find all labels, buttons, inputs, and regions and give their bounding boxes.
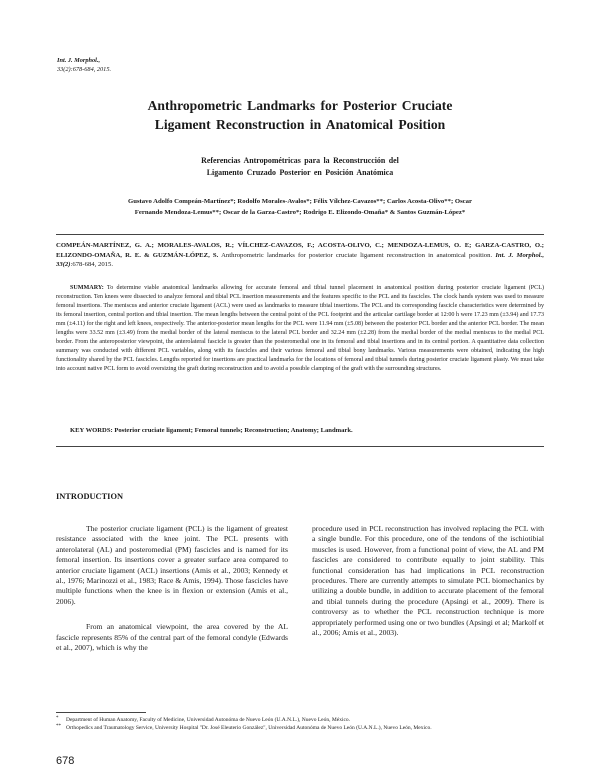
footnote-mark: * [56, 716, 59, 721]
summary-text: To determine viable anatomical landmarks allowing for accurate femoral and tibial tunnel placement in anatomical position during posterior cruciate ligament (PCL) reconstruction. Ten knees were dissected to analyze femoral and tibial PCL insertion measurements and the features specific to the PCL and its fascicles. The clock hands system was used to measure femoral insertions. The meniscus and anterior cruciate ligament (ACL) were used as landmarks to measure tibial insertions. The PCL and its corresponding fascicle characteristics were determined by its femoral insertion, central portion and tibial insertion. The mean lengths between the central point of the PCL footprint and the articular cartilage border at 12:00 h were 17.23 mm (±3.94) and 17.73 mm (±4.11) for the right and left knees, respectively. The anterior-posterior mean lengths for the PCL were 11.94 mm (±5.08) between the posterior PCL border and the anterior PCL border. The mean lengths were 33.52 mm (±3.49) from the medial border of the lateral meniscus to the lateral PCL border and 32.24 mm (±2.28) from the medial border of the medial meniscus to the medial PCL border. From the anteroposterior viewpoint, the anterolateral fascicle is greater than the posteromedial one in its femoral and tibial insertions and in its central portion. A quantitative data collection summary was conducted with different PCL variables, along with its fascicles and their various femoral and tibial bony landmarks. Various measurements were obtained, indicating the high functionality shared by the PCL fascicles. Lengths reported for insertions are practical landmarks for the locations of femoral and tibial tunnels during posterior cruciate ligament plasty. We must take into account native PCL form to avoid oversizing the graft during reconstruction and to avoid a possible clamping of the graft with the surrounding structures. [56, 285, 544, 372]
keywords: KEY WORDS: Posterior cruciate ligament; Femoral tunnels; Reconstruction; Anatomy; Landmark. [70, 427, 353, 434]
journal-volume: 33(2) [57, 66, 71, 73]
citation-authors: COMPEÁN-MARTÍNEZ, G. A.; MORALES-AVALOS, R.; VÍLCHEZ-CAVAZOS, F.; ACOSTA-OLIVO, C.; MENDOZA-LEMUS, O. E; GARZA-CASTRO, O.; ELIZONDO-OMAÑA, R. E. & GUZMÁN-LÓPEZ, S. [56, 242, 544, 259]
article-title [60, 96, 540, 134]
footnote [56, 716, 544, 724]
journal-pages: :678-684, 2015. [70, 66, 112, 73]
footnote-text: Department of Human Anatomy, Faculty of Medicine, Universidad Autonóma de Nuevo León (U.A.N.L.), Nuevo León, México. [66, 717, 351, 723]
paragraph: The posterior cruciate ligament (PCL) is the ligament of greatest resistance associated with the knee joint. The PCL presents with anterolateral (AL) and posteromedial (PM) fascicles and is named for its femoral insertion. Its insertions cover a greater surface area compared to anterior cruciate ligament (ACL) insertions (Amis et al., 2003; Kennedy et al., 1976; Marinozzi et al., 1983; Race & Amis, 1994). Those fascicles have multiple functions when the knee is in flexion or extension (Amis et al., 2006). [56, 524, 288, 606]
divider-top [56, 234, 544, 235]
journal-reference [57, 56, 111, 74]
citation-pages: :678-684, 2015. [70, 261, 114, 268]
paragraph: From an anatomical viewpoint, the area covered by the AL fascicle represents 85% of the central part of the femoral condyle (Edwards et al., 2007), which is why the [56, 622, 288, 653]
citation-journal: Int. J. Morphol., 33(2) [56, 251, 544, 268]
author-line: Fernando Mendoza-Lemus**; Oscar de la Garza-Castro*; Rodrigo E. Elizondo-Omaña* & Santos Guzmán-López* [134, 209, 466, 216]
page-number: 678 [56, 755, 75, 767]
left-column [56, 524, 288, 653]
journal-name: Int. J. Morphol., [57, 57, 101, 64]
paragraph: procedure used in PCL reconstruction has involved replacing the PCL with a single bundle. For this procedure, one of the tendons of the ischiotibial muscles is used. However, from a functional point of view, the AL and PM fascicles are considered to contribute equally to joint stability. This functional consideration has had implications in PCL reconstruction procedures. There are currently attempts to simulate PCL biomechanics by utilizing a double bundle, in addition to accurate placement of the femoral and tibial tunnels during the procedure (Apsingi et al., 2009). There is controversy as to whether the PCL reconstruction technique is more appropriately performed using one or two bundles (Apsingi et al; Markolf et al., 2006; Amis et al., 2003). [312, 524, 544, 638]
footnote-mark: ** [56, 724, 61, 729]
section-heading: INTRODUCTION [56, 492, 124, 501]
citation-title: Anthropometric landmarks for posterior cruciate ligament reconstruction in anatomical position. [218, 251, 496, 259]
subtitle-line: Ligamento Cruzado Posterior en Posición Anatómica [206, 168, 394, 177]
abstract [56, 284, 544, 374]
footnote [56, 724, 544, 732]
subtitle-line: Referencias Antropométricas para la Reconstrucción del [201, 156, 399, 165]
right-column [312, 524, 544, 638]
divider-bottom [56, 446, 544, 447]
article-subtitle [60, 155, 540, 179]
footnote-text: Orthopedics and Traumatology Service, University Hospital "Dr. José Eleuterio González", Universidad Autonóma de Nuevo León (U.A.N.L.), Nuevo León, Mexico. [66, 725, 432, 731]
author-list [60, 196, 540, 218]
footnote-rule [56, 712, 146, 713]
author-line: Gustavo Adolfo Compeán-Martínez*; Rodolfo Morales-Avalos*; Félix Vílchez-Cavazos**; Carlos Acosta-Olivo**; Oscar [128, 198, 472, 205]
citation-block [56, 241, 544, 270]
footnotes [56, 716, 544, 732]
summary-label: SUMMARY: [70, 285, 104, 291]
title-line: Ligament Reconstruction in Anatomical Position [154, 117, 446, 132]
title-line: Anthropometric Landmarks for Posterior Cruciate [147, 98, 453, 113]
